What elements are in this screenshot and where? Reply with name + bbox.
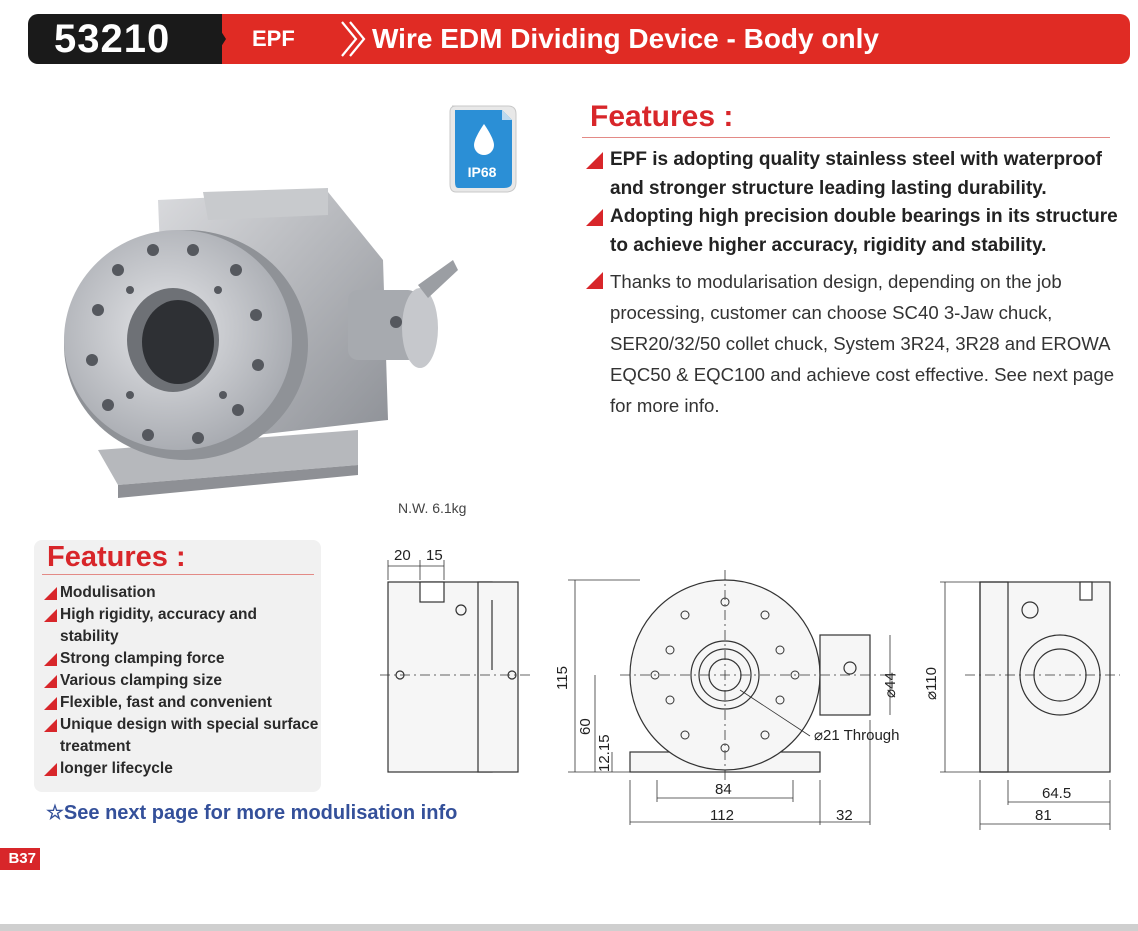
side-view-left [380, 560, 530, 772]
features-box-list [44, 582, 319, 780]
bullet-triangle-icon [44, 697, 57, 710]
technical-drawings [380, 540, 1120, 830]
page-number: B37 [0, 848, 40, 870]
bullet-triangle-icon [44, 719, 57, 732]
dim-84: 84 [715, 781, 732, 798]
list-item: Modulisation [44, 582, 319, 604]
bullet-triangle-icon [44, 587, 57, 600]
list-item: Strong clamping force [44, 648, 319, 670]
features-heading: Features : [590, 100, 734, 133]
bullet-triangle-icon [44, 609, 57, 622]
features-underline [582, 137, 1110, 138]
dim-20: 20 [394, 547, 411, 564]
header-bar [0, 0, 1138, 80]
list-item: EPF is adopting quality stainless steel with waterproof and stronger structure leading lasting durability. [586, 146, 1121, 203]
dim-dia-110: ⌀110 [923, 667, 940, 700]
dim-dia-44: ⌀44 [882, 672, 899, 698]
product-title: Wire EDM Dividing Device - Body only [372, 23, 879, 54]
net-weight: N.W. 6.1kg [398, 500, 467, 516]
footer-rule [0, 924, 1138, 931]
product-code: 53210 [54, 17, 171, 61]
dim-64-5: 64.5 [1042, 785, 1072, 802]
dim-81: 81 [1035, 807, 1052, 824]
dim-through: ⌀21 Through [814, 727, 900, 744]
bullet-triangle-icon [44, 763, 57, 776]
series-label: EPF [252, 26, 295, 51]
bullet-triangle-icon [586, 272, 603, 289]
dim-15: 15 [426, 547, 443, 564]
dim-115: 115 [554, 666, 571, 690]
bullet-triangle-icon [44, 653, 57, 666]
product-photo [58, 180, 463, 510]
bullet-triangle-icon [586, 209, 603, 226]
dim-60: 60 [577, 718, 594, 735]
ip68-label: IP68 [467, 164, 497, 180]
header-arrow-tip [210, 14, 226, 64]
list-item: Various clamping size [44, 670, 319, 692]
list-item: High rigidity, accuracy and stability [44, 604, 319, 648]
bullet-triangle-icon [586, 152, 603, 169]
list-item: Adopting high precision double bearings in its structure to achieve higher accuracy, rigidity and stability. [586, 203, 1121, 260]
list-item: Flexible, fast and convenient [44, 692, 319, 714]
side-view-right [940, 582, 1120, 830]
front-view [568, 570, 900, 825]
features-list [586, 146, 1121, 421]
dim-12-15: 12.15 [596, 734, 613, 772]
dim-112: 112 [710, 807, 734, 824]
more-info-link[interactable]: ☆See next page for more modulisation info [46, 802, 458, 824]
features-box-underline [42, 574, 314, 575]
list-item: Unique design with special surface treatment [44, 714, 319, 758]
list-item: longer lifecycle [44, 758, 319, 780]
features-box-heading: Features : [47, 541, 186, 573]
dim-32: 32 [836, 807, 853, 824]
list-item: Thanks to modularisation design, depending on the job processing, customer can choose SC40 3-Jaw chuck, SER20/32/50 collet chuck, System 3R24, 3R28 and EROWA EQC50 & EQC100 and achieve cost effective. See next page for more info. [586, 266, 1121, 421]
bullet-triangle-icon [44, 675, 57, 688]
chevron-right-icon [338, 14, 372, 64]
